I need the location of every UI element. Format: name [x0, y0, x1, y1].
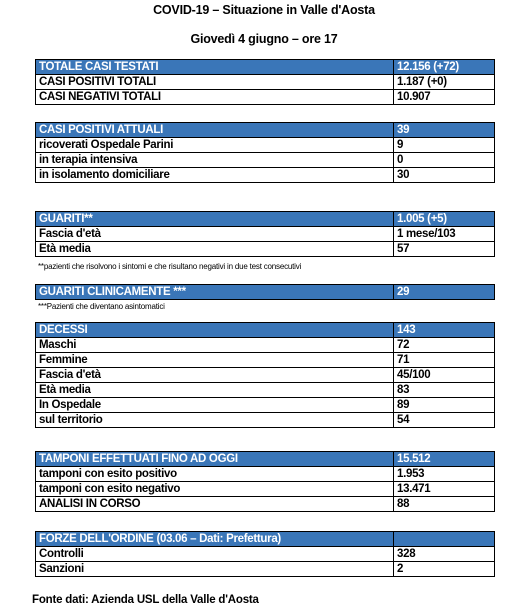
row-value: 71 — [394, 353, 495, 368]
table-row — [36, 138, 495, 153]
table-row — [36, 338, 495, 353]
document-title: COVID-19 – Situazione in Valle d'Aosta — [153, 3, 375, 17]
row-label: FORZE DELL'ORDINE (03.06 – Dati: Prefettura) — [36, 532, 394, 547]
table-guariti — [35, 211, 495, 257]
row-value: 39 — [394, 123, 495, 138]
row-value: 1.187 (+0) — [394, 75, 495, 90]
row-label: tamponi con esito positivo — [36, 467, 394, 482]
note-guariti: **pazienti che risolvono i sintomi e che risultano negativi in due test consecutivi — [38, 262, 302, 271]
row-label: GUARITI** — [36, 212, 394, 227]
table-row — [36, 75, 495, 90]
row-value: 10.907 — [394, 90, 495, 105]
row-label: ricoverati Ospedale Parini — [36, 138, 394, 153]
row-value: 1.953 — [394, 467, 495, 482]
table-row — [36, 153, 495, 168]
row-value: 1 mese/103 — [394, 227, 495, 242]
row-label: Femmine — [36, 353, 394, 368]
document-date: Giovedì 4 giugno – ore 17 — [190, 32, 338, 46]
row-label: Sanzioni — [36, 562, 394, 577]
row-label: Fascia d'età — [36, 227, 394, 242]
table-row — [36, 398, 495, 413]
row-label: In Ospedale — [36, 398, 394, 413]
table-row — [36, 547, 495, 562]
section-header-row — [36, 212, 495, 227]
table-row — [36, 413, 495, 428]
table-row — [36, 227, 495, 242]
row-value: 57 — [394, 242, 495, 257]
section-header-row — [36, 452, 495, 467]
row-value: 29 — [394, 285, 495, 300]
row-value — [394, 532, 495, 547]
section-header-row — [36, 60, 495, 75]
row-value: 2 — [394, 562, 495, 577]
section-header-row — [36, 285, 495, 300]
row-label: Età media — [36, 242, 394, 257]
row-value: 89 — [394, 398, 495, 413]
section-header-row — [36, 532, 495, 547]
row-label: ANALISI IN CORSO — [36, 497, 394, 512]
row-value: 30 — [394, 168, 495, 183]
row-label: GUARITI CLINICAMENTE *** — [36, 285, 394, 300]
row-value: 45/100 — [394, 368, 495, 383]
table-row — [36, 497, 495, 512]
row-label: CASI NEGATIVI TOTALI — [36, 90, 394, 105]
row-label: Maschi — [36, 338, 394, 353]
table-row — [36, 368, 495, 383]
table-row — [36, 242, 495, 257]
row-value: 15.512 — [394, 452, 495, 467]
table-guariti-clinicamente — [35, 284, 495, 300]
source-footer: Fonte dati: Azienda USL della Valle d'Aosta — [32, 594, 259, 606]
row-label: Controlli — [36, 547, 394, 562]
row-value: 54 — [394, 413, 495, 428]
row-value: 1.005 (+5) — [394, 212, 495, 227]
note-guariti-clinicamente: ***Pazienti che diventano asintomatici — [38, 302, 165, 311]
row-value: 72 — [394, 338, 495, 353]
table-row — [36, 168, 495, 183]
row-label: in isolamento domiciliare — [36, 168, 394, 183]
row-label: TAMPONI EFFETTUATI FINO AD OGGI — [36, 452, 394, 467]
table-forze-ordine — [35, 531, 495, 577]
row-value: 13.471 — [394, 482, 495, 497]
row-value: 12.156 (+72) — [394, 60, 495, 75]
row-value: 0 — [394, 153, 495, 168]
row-label: in terapia intensiva — [36, 153, 394, 168]
section-header-row — [36, 123, 495, 138]
table-row — [36, 383, 495, 398]
row-label: DECESSI — [36, 323, 394, 338]
table-casi-positivi-attuali — [35, 122, 495, 183]
section-header-row — [36, 323, 495, 338]
table-tamponi — [35, 451, 495, 512]
table-row — [36, 353, 495, 368]
row-label: CASI POSITIVI ATTUALI — [36, 123, 394, 138]
table-row — [36, 482, 495, 497]
row-value: 83 — [394, 383, 495, 398]
table-decessi — [35, 322, 495, 428]
row-label: sul territorio — [36, 413, 394, 428]
row-label: Età media — [36, 383, 394, 398]
table-row — [36, 90, 495, 105]
row-label: TOTALE CASI TESTATI — [36, 60, 394, 75]
table-totale-casi — [35, 59, 495, 105]
table-row — [36, 562, 495, 577]
row-label: CASI POSITIVI TOTALI — [36, 75, 394, 90]
row-label: Fascia d'età — [36, 368, 394, 383]
row-value: 88 — [394, 497, 495, 512]
row-label: tamponi con esito negativo — [36, 482, 394, 497]
row-value: 328 — [394, 547, 495, 562]
table-row — [36, 467, 495, 482]
row-value: 143 — [394, 323, 495, 338]
row-value: 9 — [394, 138, 495, 153]
